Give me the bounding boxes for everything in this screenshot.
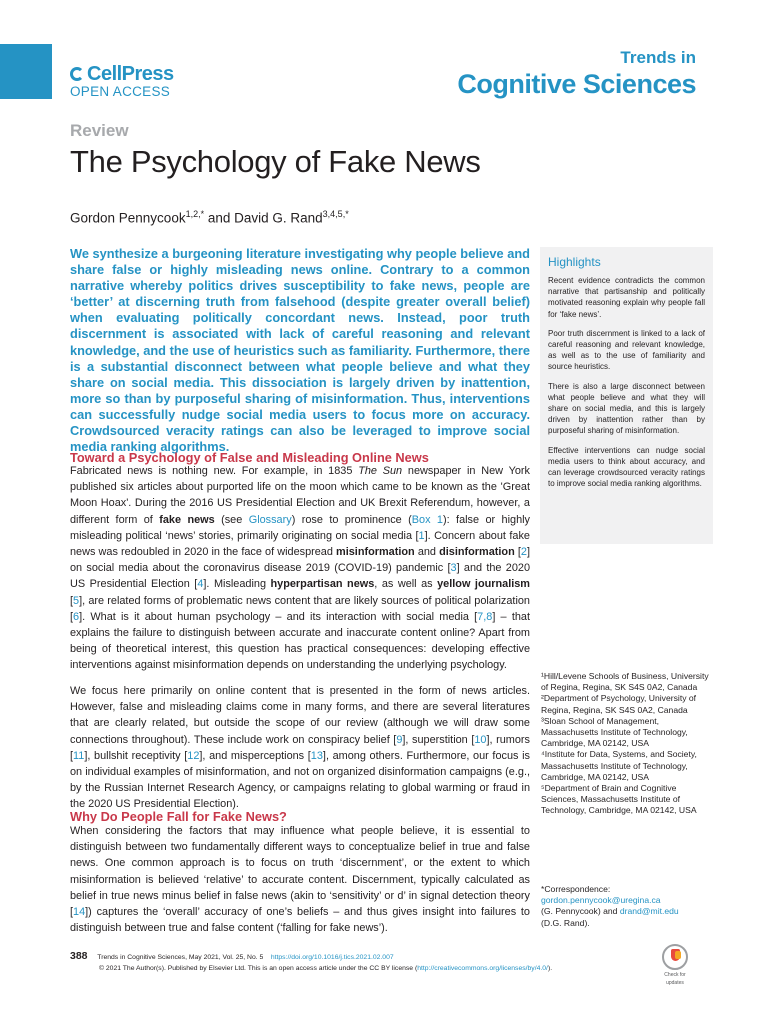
affiliation-item: ¹Hill/Levene Schools of Business, University of Regina, Regina, SK S4S 0A2, Canada <box>541 671 709 693</box>
citation-link[interactable]: 11 <box>73 749 85 762</box>
text-run: When considering the factors that may influence what people believe, it is essential to distinguish between two fundamentally different ways to conceptualize belief in true and false news. One common approach is to focus on truth ‘discernment’, or the extent to which misinformation is believed ‘relative’ to accurate content. Discernment, typically calculated as belief in true news minus belief in false news (akin to ‘sensitivity’ or d’ in signal detection theory [ <box>70 825 530 919</box>
text-run: ] and the 2020 US Presidential Election [ <box>70 562 530 591</box>
text-run: ], superstition [ <box>402 733 475 746</box>
license-text: © 2021 The Author(s). Published by Elsevier Ltd. This is an open access article under the CC BY license ( <box>99 965 418 972</box>
author-name[interactable]: Gordon Pennycook <box>70 210 186 226</box>
citation-link[interactable]: 13 <box>310 749 323 762</box>
box-link[interactable]: Box 1 <box>411 513 443 526</box>
license-line <box>99 965 552 972</box>
citation-link[interactable]: 6 <box>73 610 80 623</box>
affiliations <box>541 671 713 817</box>
text-run: ], are related forms of problematic news content that are likely sources of political polarization [ <box>70 594 530 623</box>
text-run: ]) captures the ‘overall’ accuracy of one’s beliefs – and thus gives insight into failures to distinguish between true and false content (‘falling for fake news’). <box>70 906 530 935</box>
citation-link[interactable]: 5 <box>73 594 80 607</box>
text-run: (see <box>214 513 249 526</box>
citation-link[interactable]: 3 <box>450 562 457 575</box>
section-heading: Why Do People Fall for Fake News? <box>70 809 287 824</box>
affiliation-item: ²Department of Psychology, University of Regina, Regina, SK S4S 0A2, Canada <box>541 693 697 715</box>
page-number: 388 <box>70 950 88 962</box>
check-for-updates-button[interactable] <box>650 944 700 989</box>
author-affiliation-marks[interactable]: 1,2,* <box>185 209 205 219</box>
text-run: ]. What is it about human psychology – and its interaction with social media [ <box>79 610 478 623</box>
body-paragraph <box>70 823 530 936</box>
check-updates-label: Check for <box>664 972 686 978</box>
author-name[interactable]: David G. Rand <box>234 210 323 226</box>
text-run: ], among others. Furthermore, our focus is on individual examples of misinformation, and not on organized disinformation campaigns (e.g., by the Russian Internet Research Agency, or campaigns relating to global warming or fraud in the 2020 US Presidential Election). <box>70 749 530 811</box>
text-run: ], bullshit receptivity [ <box>84 749 188 762</box>
journal-name[interactable] <box>457 48 696 100</box>
text-run: ], rumors [ <box>70 733 531 762</box>
text-run: [ <box>514 546 521 559</box>
check-updates-icon <box>662 944 688 970</box>
cellpress-mark-icon <box>70 67 84 81</box>
body-paragraph <box>70 683 530 813</box>
text-run: and <box>414 546 440 559</box>
check-updates-label: updates <box>666 980 684 986</box>
abstract: We synthesize a burgeoning literature investigating why people believe and share false or highly misleading news online. Contrary to a common narrative whereby politics drives susceptibility to fake news, people are ‘better’ at discerning truth from falsehood (despite greater overall belief) when evaluating politically concordant news. Instead, poor truth discernment is associated with lack of careful reasoning and relevant knowledge, and the use of heuristics such as familiarity. Furthermore, there is a substantial disconnect between what people believe and what they share on social media. This dissociation is largely driven by inattention, more so than by purposeful sharing of misinformation. Thus, interventions can successfully nudge social media users to focus more on accuracy. Crowdsourced veracity ratings can also be leveraged to improve social media ranking algorithms. <box>70 246 530 455</box>
journal-citation: Trends in Cognitive Sciences, May 2021, Vol. 25, No. 5 <box>97 954 264 961</box>
open-access-label: OPEN ACCESS <box>70 84 171 99</box>
glossary-term[interactable]: fake news <box>159 513 215 526</box>
publisher-name: CellPress <box>87 63 174 85</box>
citation-link[interactable]: 4 <box>197 578 204 591</box>
citation-link[interactable]: 7,8 <box>477 610 493 623</box>
author-list <box>70 209 349 226</box>
author-conjunction: and <box>204 210 235 226</box>
text-run: [ <box>70 594 74 607</box>
correspondence-who: (G. Pennycook) and <box>541 906 620 917</box>
highlight-item: Effective interventions can nudge social media users to think about accuracy, and can leverage crowdsourced veracity ratings to improve social media ranking algorithms. <box>548 445 705 489</box>
citation-link[interactable]: 14 <box>73 906 86 919</box>
page-footer <box>70 950 714 962</box>
highlight-item: There is also a large disconnect between what people believe and what they will share on social media, and this is largely driven by inattention rather than by purposeful sharing of misinformation. <box>548 381 705 436</box>
correspondence-label: *Correspondence: <box>541 884 611 894</box>
author-affiliation-marks[interactable]: 3,4,5,* <box>322 209 349 219</box>
citation-link[interactable]: 9 <box>396 733 403 746</box>
email-link[interactable]: drand@mit.edu <box>619 906 679 917</box>
highlights-box <box>540 247 713 544</box>
text-run: ] on social media about the coronavirus disease 2019 (COVID-19) pandemic [ <box>70 546 530 575</box>
affiliation-item: ⁴Institute for Data, Systems, and Society, Massachusetts Institute of Technology, Cambridge, MA 02142, USA <box>541 749 697 782</box>
citation-link[interactable]: 12 <box>187 749 200 762</box>
affiliation-item: ³Sloan School of Management, Massachusetts Institute of Technology, Cambridge, MA 02142, USA <box>541 715 688 749</box>
text-run-italic: The Sun <box>358 465 403 477</box>
correspondence <box>541 884 713 929</box>
highlights-title: Highlights <box>548 255 601 269</box>
glossary-term[interactable]: hyperpartisan news <box>270 578 375 591</box>
affiliation-item: ⁵Department of Brain and Cognitive Sciences, Massachusetts Institute of Technology, Cambridge, MA 02142, USA <box>541 783 697 816</box>
glossary-term[interactable]: disinformation <box>439 546 515 559</box>
journal-name-line2: Cognitive Sciences <box>457 69 696 99</box>
glossary-term[interactable]: yellow journalism <box>437 578 530 591</box>
body-paragraph <box>70 463 530 674</box>
text-run: Fabricated news is nothing new. For example, in 1835 <box>70 465 359 477</box>
doi-link[interactable]: https://doi.org/10.1016/j.tics.2021.02.007 <box>270 954 394 961</box>
correspondence-who: (D.G. Rand). <box>541 917 590 928</box>
article-title: The Psychology of Fake News <box>70 144 481 179</box>
text-run: ]. Misleading <box>203 578 271 591</box>
text-run: ): false or highly misleading political ‘news’ stories, primarily originating on social media [ <box>70 513 531 542</box>
text-run: ]. Concern about fake news was redoubled in 2020 in the face of widespread <box>70 529 530 559</box>
highlight-item: Recent evidence contradicts the common narrative that partisanship and politically motivated reasoning explain why people fall for ‘fake news’. <box>548 276 705 319</box>
journal-color-bar <box>0 44 52 99</box>
license-link[interactable]: http://creativecommons.org/licenses/by/4.0/ <box>417 965 548 972</box>
text-run: We focus here primarily on online content that is presented in the form of news articles. However, false and misleading claims come in many forms, and there are several literatures that are clearly related, but outside the scope of our review (although we will draw some connections throughout). These include work on conspiracy belief [ <box>70 685 530 746</box>
text-run: ] – that explains the failure to distinguish between accurate and inaccurate content online? Apart from being of theoretical interest, this question has practical consequences: developing effective interventions against misinformation depends on understanding the underlying psychology. <box>70 610 530 672</box>
citation-link[interactable]: 1 <box>418 529 425 542</box>
text-run: ], and misperceptions [ <box>199 749 311 762</box>
email-link[interactable]: gordon.pennycook@uregina.ca <box>541 895 661 906</box>
journal-name-line1: Trends in <box>620 48 696 67</box>
section-heading: Toward a Psychology of False and Misleading Online News <box>70 450 429 465</box>
citation-link[interactable]: 2 <box>520 546 527 559</box>
publisher-logo[interactable] <box>70 64 174 99</box>
text-run: ) rose to prominence ( <box>291 513 412 526</box>
highlight-item: Poor truth discernment is linked to a lack of careful reasoning and relevant knowledge, as well as to the use of familiarity and source heuristics. <box>548 328 705 372</box>
text-run: , as well as <box>374 578 438 591</box>
glossary-term[interactable]: misinformation <box>336 546 415 559</box>
article-type: Review <box>70 121 129 140</box>
glossary-link[interactable]: Glossary <box>248 513 292 526</box>
text-run: newspaper in New York published six articles about purported life on the moon which came to be known as the 'Great Moon Hoax'. During the 2016 US Presidential Election and UK Brexit Referendum, however, a different form of <box>70 465 531 526</box>
citation-link[interactable]: 10 <box>474 733 487 746</box>
license-text: ). <box>547 965 553 972</box>
